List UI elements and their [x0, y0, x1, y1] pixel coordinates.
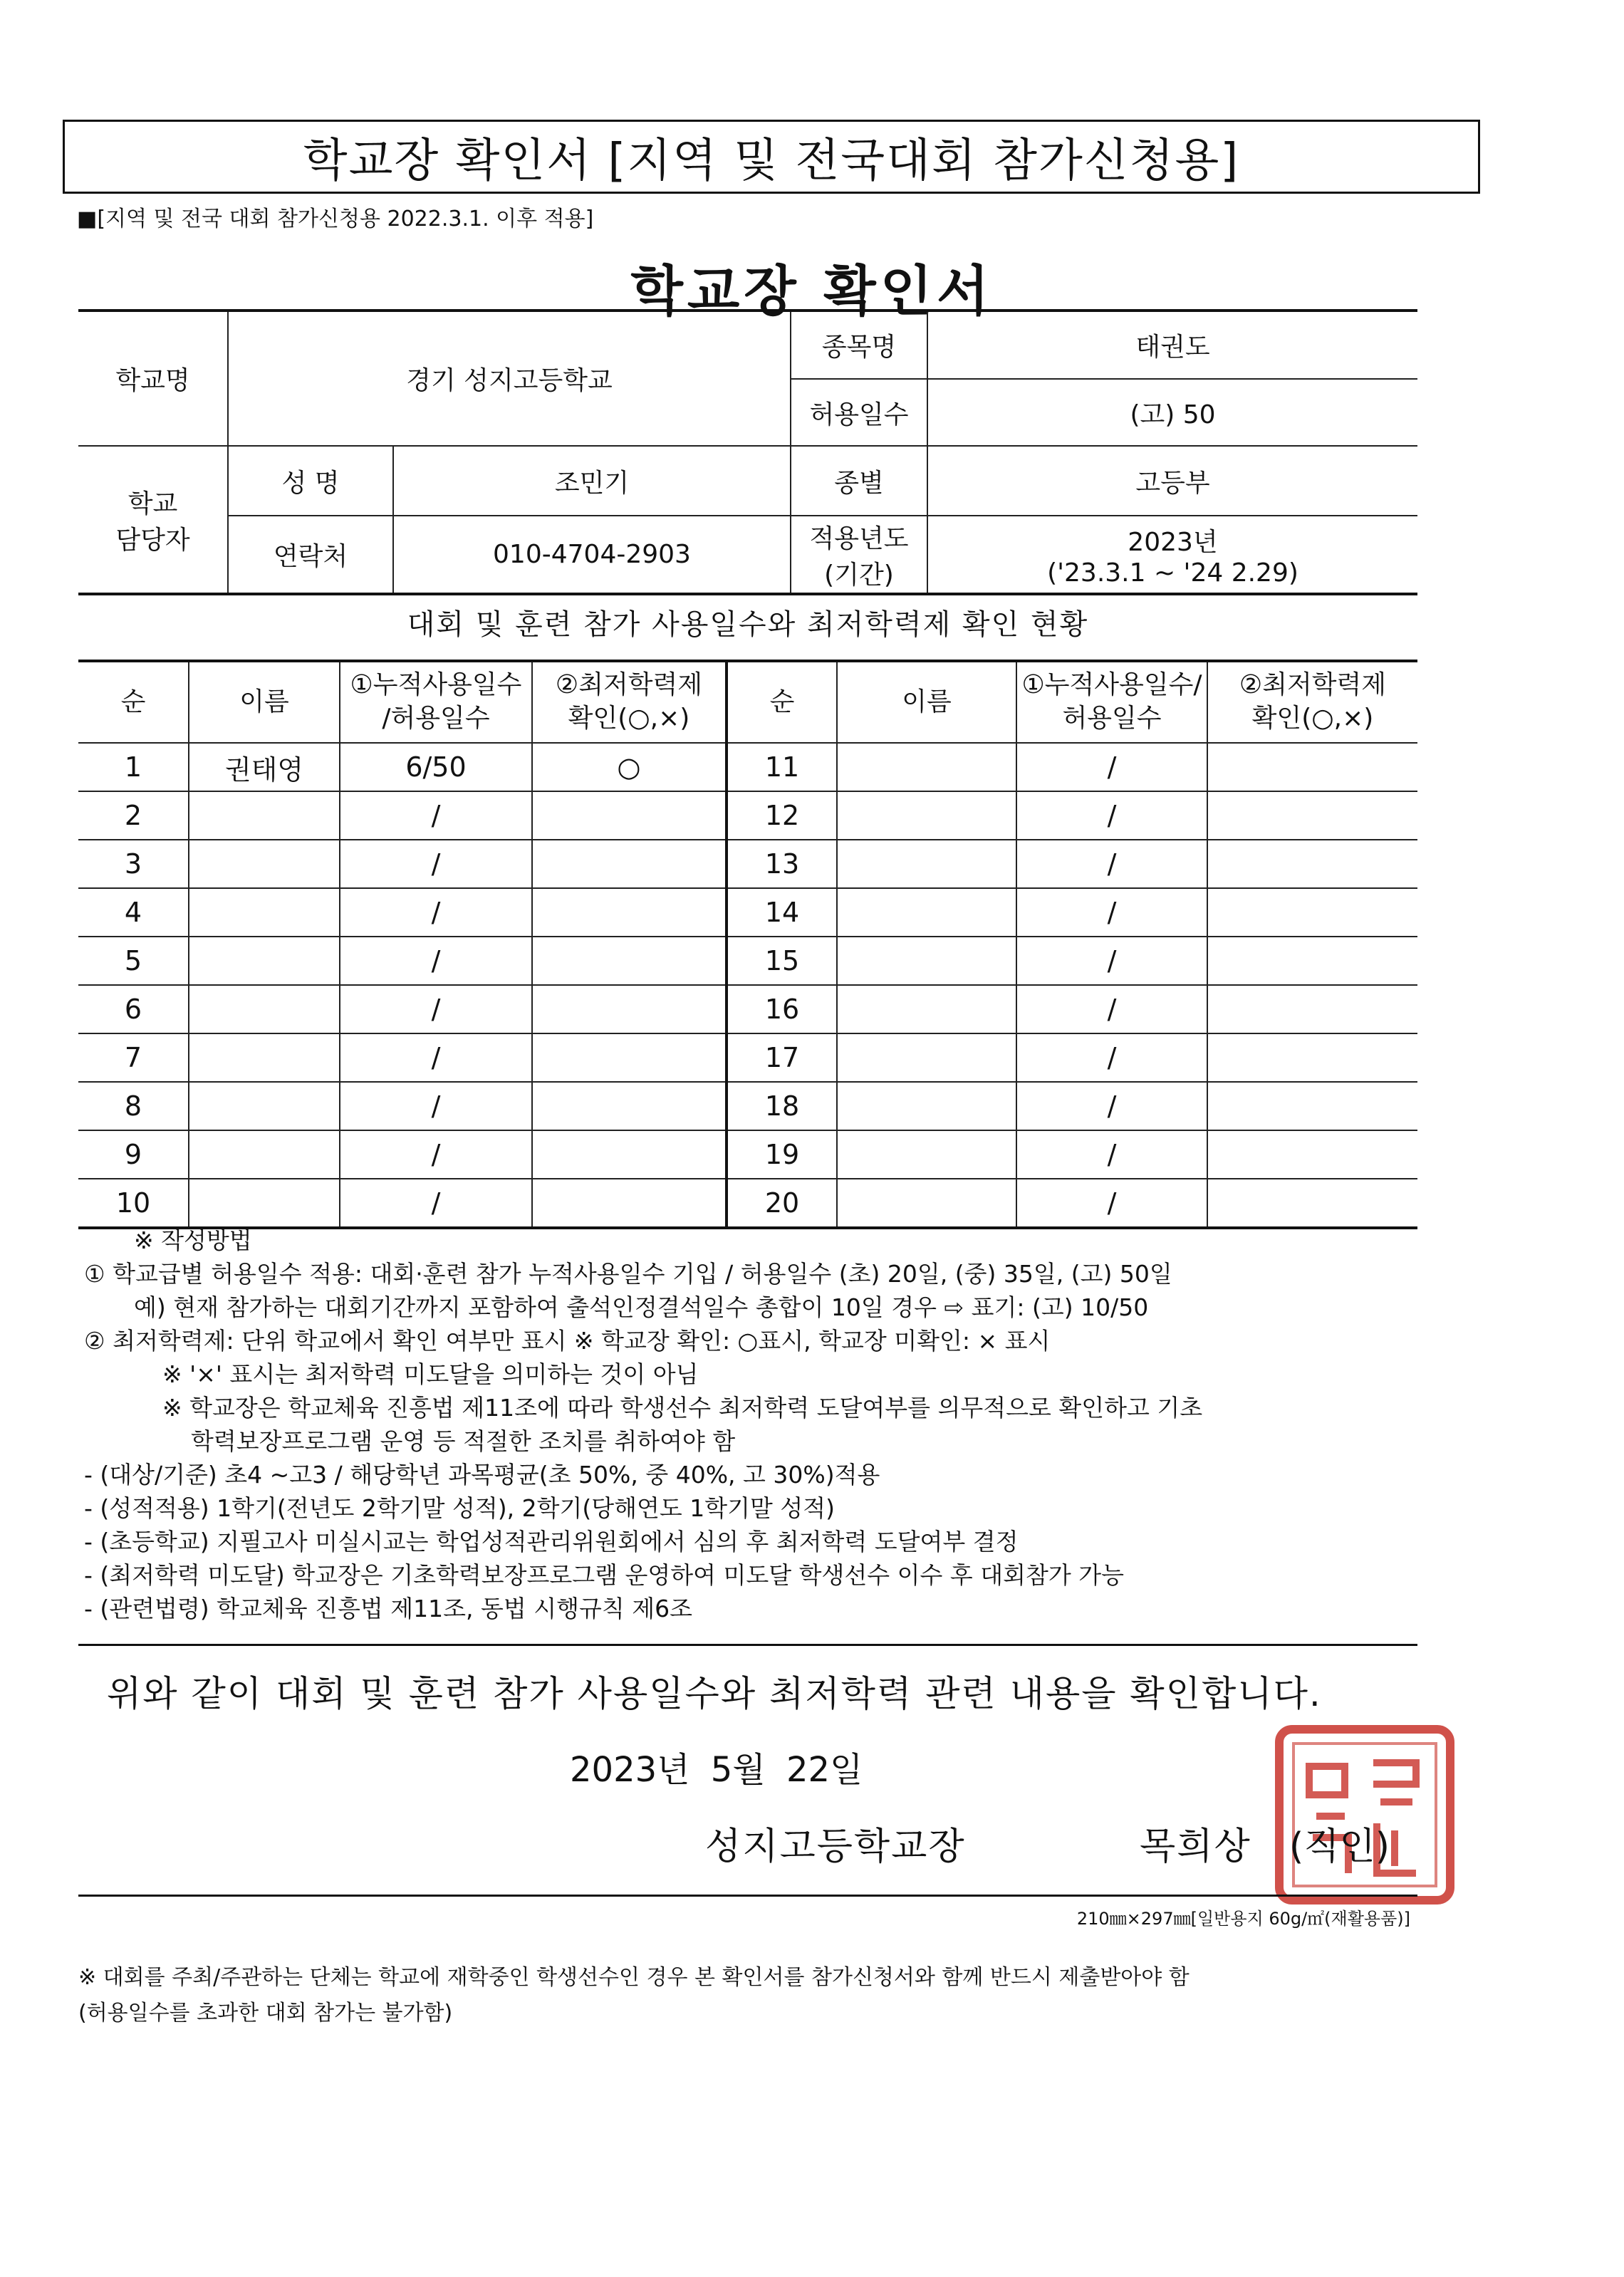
row-check-left	[532, 888, 727, 937]
col-check-right: ②최저학력제 확인(○,×)	[1207, 661, 1417, 743]
school-value: 경기 성지고등학교	[228, 311, 791, 446]
col-days-right: ①누적사용일수/ 허용일수	[1016, 661, 1207, 743]
status-header-row	[78, 661, 1417, 743]
contact-value: 010-4704-2903	[393, 516, 791, 594]
row-days-left: /	[340, 985, 532, 1033]
row-days-right: /	[1016, 937, 1207, 985]
writing-method-notes	[84, 1224, 1423, 1625]
row-name-left: 권태영	[189, 743, 340, 791]
method-line-1: ① 학교급별 허용일수 적용: 대회·훈련 참가 누적사용일수 기입 / 허용일수 (초) 20일, (중) 35일, (고) 50일	[84, 1260, 1172, 1288]
sport-label: 종목명	[791, 311, 927, 379]
official-seal-stamp	[1274, 1724, 1456, 1906]
table-row	[78, 791, 1417, 840]
year-label: 적용년도 (기간)	[791, 516, 927, 594]
row-check-left	[532, 937, 727, 985]
method-line-6: 학력보장프로그램 운영 등 적절한 조치를 취하여야 함	[191, 1427, 736, 1455]
division-value: 고등부	[927, 446, 1417, 516]
row-check-right	[1207, 1033, 1417, 1082]
row-days-right: /	[1016, 743, 1207, 791]
table-row	[78, 1082, 1417, 1130]
school-label: 학교명	[78, 311, 228, 446]
name-value: 조민기	[393, 446, 791, 516]
row-name-left	[189, 1179, 340, 1228]
row-no-left: 6	[78, 985, 189, 1033]
row-no-right: 14	[727, 888, 837, 937]
row-no-left: 10	[78, 1179, 189, 1228]
method-line-9: - (초등학교) 지필고사 미실시교는 학업성적관리위원회에서 심의 후 최저학력 도달여부 결정	[84, 1528, 1019, 1556]
row-no-left: 8	[78, 1082, 189, 1130]
row-check-right	[1207, 840, 1417, 888]
row-name-left	[189, 985, 340, 1033]
row-name-left	[189, 937, 340, 985]
main-title: 학교장 확인서	[630, 259, 994, 323]
sport-value: 태권도	[927, 311, 1417, 379]
row-name-right	[837, 1082, 1016, 1130]
signature-date: 2023년 5월 22일	[570, 1750, 863, 1790]
table-row	[78, 937, 1417, 985]
row-days-left: 6/50	[340, 743, 532, 791]
footer-line-2: (허용일수를 초과한 대회 참가는 불가함)	[78, 2001, 453, 2026]
row-check-left	[532, 840, 727, 888]
method-line-11: - (관련법령) 학교체육 진흥법 제11조, 동법 시행규칙 제6조	[84, 1595, 692, 1622]
row-name-left	[189, 1033, 340, 1082]
paper-spec: 210㎜×297㎜[일반용지 60g/㎡(재활용품)]	[1076, 1909, 1410, 1929]
row-name-right	[837, 791, 1016, 840]
row-name-right	[837, 840, 1016, 888]
method-heading: ※ 작성방법	[134, 1226, 252, 1254]
method-line-2: 예) 현재 참가하는 대회기간까지 포함하여 출석인정결석일수 총합이 10일 경우 ⇨ 표기: (고) 10/50	[134, 1293, 1149, 1321]
col-days-left: ①누적사용일수 /허용일수	[340, 661, 532, 743]
row-name-left	[189, 1130, 340, 1179]
row-no-right: 12	[727, 791, 837, 840]
method-line-5: ※ 학교장은 학교체육 진흥법 제11조에 따라 학생선수 최저학력 도달여부를 의무적으로 확인하고 기초	[162, 1394, 1203, 1422]
row-no-left: 1	[78, 743, 189, 791]
method-line-8: - (성적적용) 1학기(전년도 2학기말 성적), 2학기(당해연도 1학기말 성적)	[84, 1494, 836, 1522]
row-no-left: 4	[78, 888, 189, 937]
row-check-right	[1207, 743, 1417, 791]
row-check-right	[1207, 1179, 1417, 1228]
method-line-10: - (최저학력 미도달) 학교장은 기초학력보장프로그램 운영하여 미도달 학생선수 이수 후 대회참가 가능	[84, 1561, 1125, 1589]
row-no-right: 20	[727, 1179, 837, 1228]
document-title: 학교장 확인서 [지역 및 전국대회 참가신청용]	[303, 135, 1240, 187]
row-no-right: 18	[727, 1082, 837, 1130]
row-check-right	[1207, 888, 1417, 937]
row-days-left: /	[340, 1033, 532, 1082]
col-name-left: 이름	[189, 661, 340, 743]
row-name-right	[837, 985, 1016, 1033]
row-check-left	[532, 1033, 727, 1082]
row-days-right: /	[1016, 985, 1207, 1033]
status-section-title: 대회 및 훈련 참가 사용일수와 최저학력제 확인 현황	[407, 608, 1089, 641]
allowed-days-label: 허용일수	[791, 379, 927, 446]
school-principal-title: 성지고등학교장	[705, 1825, 966, 1868]
document-title-box	[63, 120, 1480, 194]
table-row	[78, 840, 1417, 888]
row-days-right: /	[1016, 791, 1207, 840]
year-value: 2023년 ('23.3.1 ~ '24 2.29)	[927, 516, 1417, 594]
row-name-left	[189, 791, 340, 840]
row-days-left: /	[340, 1130, 532, 1179]
contact-label: 연락처	[228, 516, 393, 594]
row-days-left: /	[340, 840, 532, 888]
row-name-right	[837, 1033, 1016, 1082]
method-line-7: - (대상/기준) 초4 ~고3 / 해당학년 과목평균(초 50%, 중 40%, 고 30%)적용	[84, 1461, 880, 1489]
table-row	[78, 1033, 1417, 1082]
divider	[78, 1644, 1417, 1646]
row-days-right: /	[1016, 1082, 1207, 1130]
manager-label: 학교 담당자	[78, 446, 228, 594]
row-days-right: /	[1016, 1179, 1207, 1228]
row-name-left	[189, 888, 340, 937]
row-check-left: ○	[532, 743, 727, 791]
row-no-right: 19	[727, 1130, 837, 1179]
footer-note	[78, 1960, 1474, 2031]
row-check-right	[1207, 1082, 1417, 1130]
row-no-left: 9	[78, 1130, 189, 1179]
row-no-right: 17	[727, 1033, 837, 1082]
row-days-left: /	[340, 1082, 532, 1130]
row-name-right	[837, 743, 1016, 791]
table-row	[78, 1179, 1417, 1228]
row-no-left: 5	[78, 937, 189, 985]
method-line-3: ② 최저학력제: 단위 학교에서 확인 여부만 표시 ※ 학교장 확인: ○표시, 학교장 미확인: × 표시	[84, 1327, 1051, 1355]
row-days-left: /	[340, 888, 532, 937]
row-check-right	[1207, 1130, 1417, 1179]
row-check-right	[1207, 791, 1417, 840]
footer-line-1: ※ 대회를 주최/주관하는 단체는 학교에 재학중인 학생선수인 경우 본 확인서를 참가신청서와 함께 반드시 제출받아야 함	[78, 1965, 1190, 1990]
row-no-left: 7	[78, 1033, 189, 1082]
row-days-right: /	[1016, 1130, 1207, 1179]
row-no-right: 11	[727, 743, 837, 791]
confirmation-statement: 위와 같이 대회 및 훈련 참가 사용일수와 최저학력 관련 내용을 확인합니다.	[107, 1673, 1322, 1714]
row-name-right	[837, 1179, 1016, 1228]
row-name-right	[837, 937, 1016, 985]
row-days-left: /	[340, 791, 532, 840]
row-check-left	[532, 1130, 727, 1179]
division-label: 종별	[791, 446, 927, 516]
allowed-days-value: (고) 50	[927, 379, 1417, 446]
row-no-left: 2	[78, 791, 189, 840]
col-no-left: 순	[78, 661, 189, 743]
table-row	[78, 1130, 1417, 1179]
name-label: 성 명	[228, 446, 393, 516]
table-row	[78, 985, 1417, 1033]
row-name-right	[837, 1130, 1016, 1179]
method-line-4: ※ '×' 표시는 최저학력 미도달을 의미하는 것이 아님	[162, 1360, 699, 1388]
col-no-right: 순	[727, 661, 837, 743]
row-check-right	[1207, 985, 1417, 1033]
row-no-right: 16	[727, 985, 837, 1033]
row-check-left	[532, 1082, 727, 1130]
row-days-left: /	[340, 1179, 532, 1228]
row-days-right: /	[1016, 1033, 1207, 1082]
status-table	[78, 660, 1417, 1229]
applicability-note: ■[지역 및 전국 대회 참가신청용 2022.3.1. 이후 적용]	[77, 207, 594, 231]
col-check-left: ②최저학력제 확인(○,×)	[532, 661, 727, 743]
row-no-right: 15	[727, 937, 837, 985]
table-row	[78, 888, 1417, 937]
row-no-left: 3	[78, 840, 189, 888]
row-check-left	[532, 1179, 727, 1228]
table-row	[78, 743, 1417, 791]
row-days-left: /	[340, 937, 532, 985]
row-days-right: /	[1016, 888, 1207, 937]
row-name-right	[837, 888, 1016, 937]
row-check-right	[1207, 937, 1417, 985]
divider-bottom	[78, 1895, 1417, 1897]
row-days-right: /	[1016, 840, 1207, 888]
seal-label: (직인)	[1289, 1825, 1390, 1868]
row-name-left	[189, 1082, 340, 1130]
row-check-left	[532, 791, 727, 840]
col-name-right: 이름	[837, 661, 1016, 743]
row-check-left	[532, 985, 727, 1033]
row-no-right: 13	[727, 840, 837, 888]
row-name-left	[189, 840, 340, 888]
info-table	[78, 309, 1417, 595]
principal-name: 목희상	[1140, 1825, 1251, 1868]
